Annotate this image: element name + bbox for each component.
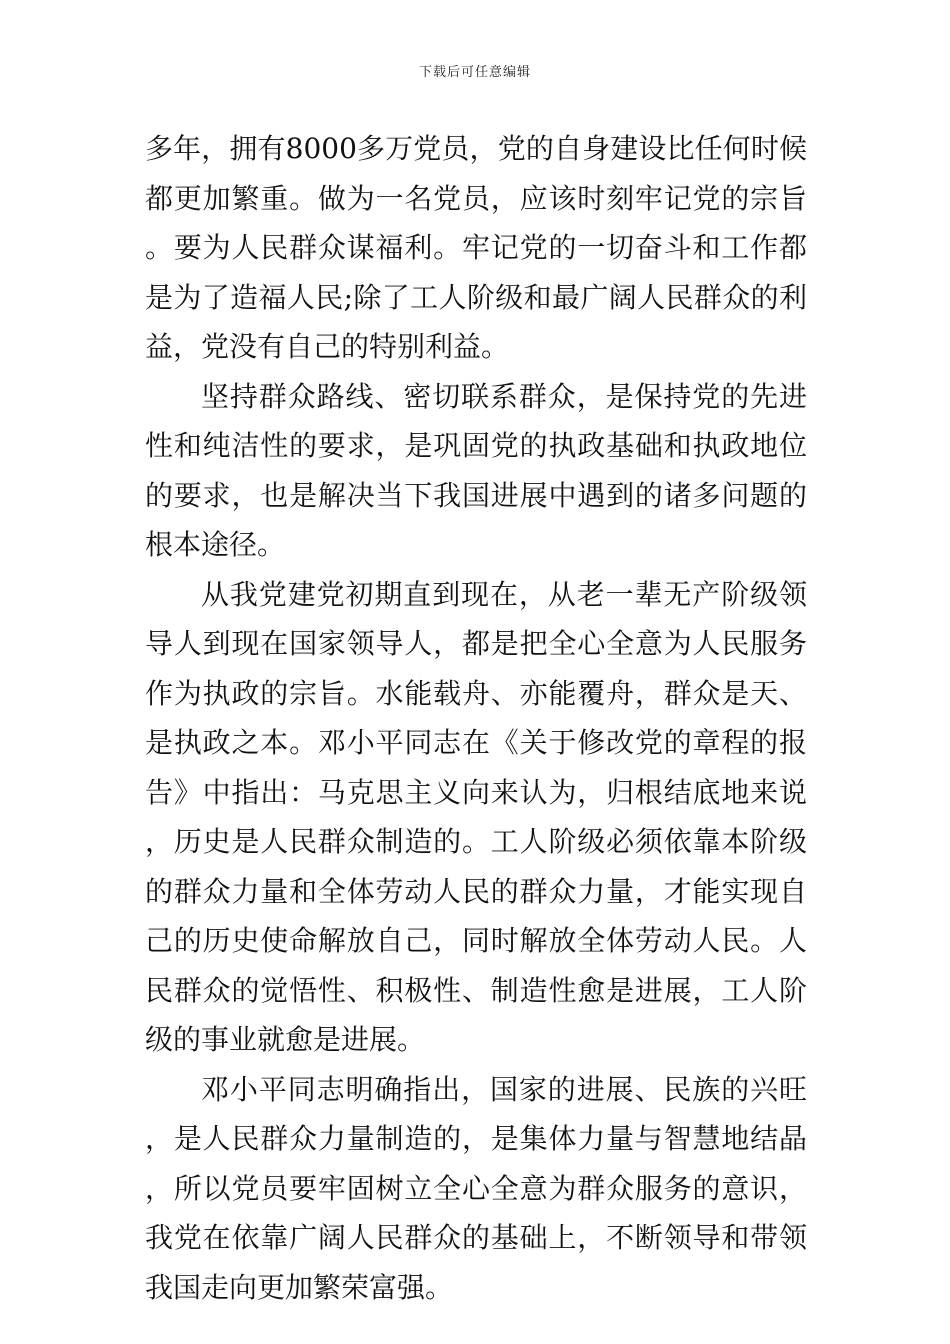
- paragraph-1: 多年，拥有8000多万党员，党的自身建设比任何时候都更加繁重。做为一名党员，应该时刻牢记党的宗旨。要为人民群众谋福利。牢记党的一切奋斗和工作都是为了造福人民;除了工人阶级和最广阔人民群众的利益，党没有自己的特别利益。: [145, 132, 807, 363]
- paragraph-4: 邓小平同志明确指出，国家的进展、民族的兴旺，是人民群众力量制造的，是集体力量与智慧地结晶，所以党员要牢固树立全心全意为群众服务的意识，我党在依靠广阔人民群众的基础上，不断领导和带领我国走向更加繁荣富强。: [145, 1072, 807, 1304]
- paragraph-2: 坚持群众路线、密切联系群众，是保持党的先进性和纯洁性的要求，是巩固党的执政基础和执政地位的要求，也是解决当下我国进展中遇到的诸多问题的根本途径。: [145, 379, 807, 561]
- paragraph-3: 从我党建党初期直到现在，从老一辈无产阶级领导人到现在国家领导人，都是把全心全意为人民服务作为执政的宗旨。水能载舟、亦能覆舟，群众是天、是执政之本。邓小平同志在《关于修改党的章程的报告》中指出：马克思主义向来认为，归根结底地来说，历史是人民群众制造的。工人阶级必须依靠本阶级的群众力量和全体劳动人民的群众力量，才能实现自己的历史使命解放自己，同时解放全体劳动人民。人民群众的觉悟性、积极性、制造性愈是进展，工人阶级的事业就愈是进展。: [145, 577, 807, 1056]
- page-header: 下载后可任意编辑: [418, 65, 531, 80]
- document-body: [145, 124, 807, 1312]
